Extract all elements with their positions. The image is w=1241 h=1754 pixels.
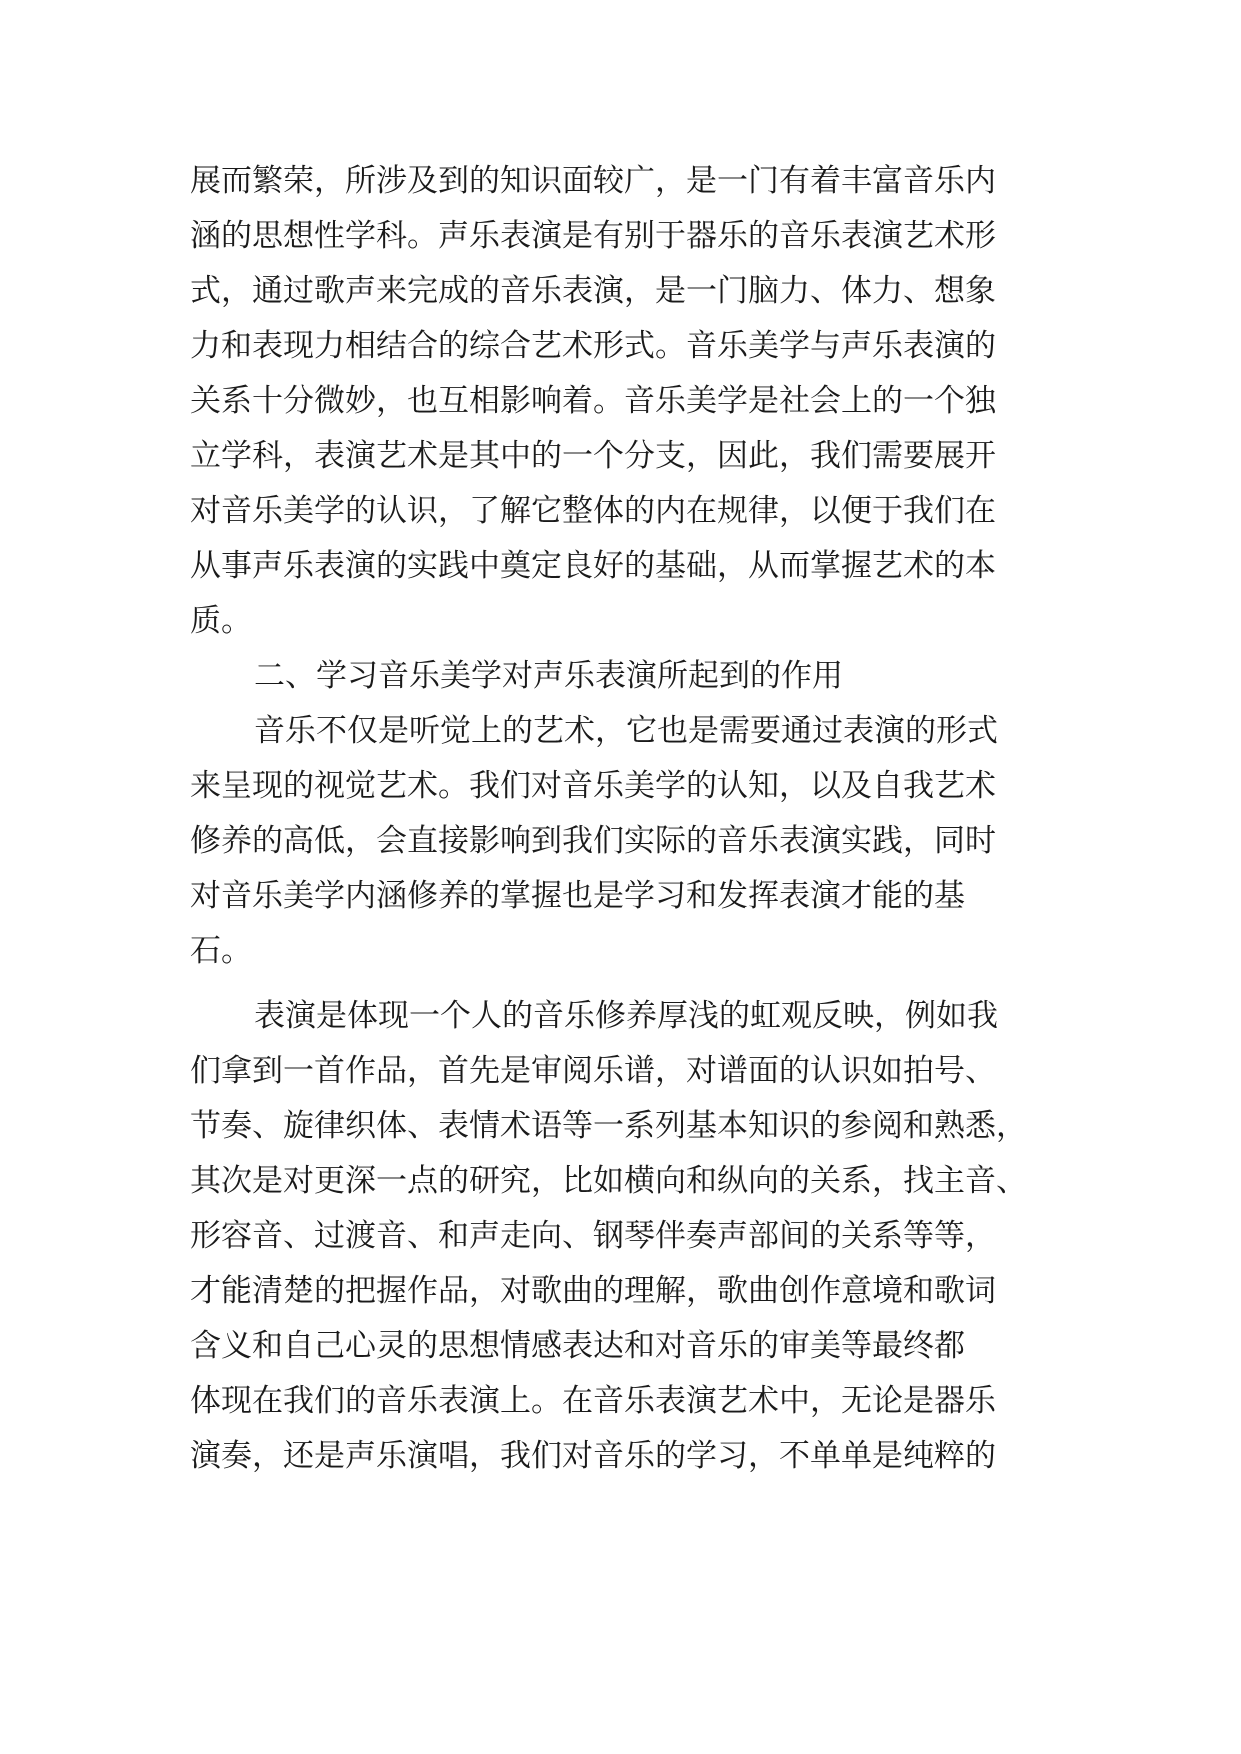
text-line: 体现在我们的音乐表演上。在音乐表演艺术中，无论是器乐 — [190, 1383, 996, 1419]
text-line: 节奏、旋律织体、表情术语等一系列基本知识的参阅和熟悉， — [190, 1108, 1027, 1144]
text-line: 才能清楚的把握作品，对歌曲的理解，歌曲创作意境和歌词 — [190, 1273, 996, 1309]
text-line: 从事声乐表演的实践中奠定良好的基础，从而掌握艺术的本 — [190, 548, 996, 584]
text-line: 对音乐美学的认识，了解它整体的内在规律，以便于我们在 — [190, 493, 996, 529]
text-line: 演奏，还是声乐演唱，我们对音乐的学习，不单单是纯粹的 — [190, 1438, 996, 1474]
text-line: 力和表现力相结合的综合艺术形式。音乐美学与声乐表演的 — [190, 328, 996, 364]
text-line: 对音乐美学内涵修养的掌握也是学习和发挥表演才能的基 — [190, 878, 965, 914]
text-line: 涵的思想性学科。声乐表演是有别于器乐的音乐表演艺术形 — [190, 218, 996, 254]
text-line: 其次是对更深一点的研究，比如横向和纵向的关系，找主音、 — [190, 1163, 1027, 1199]
text-line: 石。 — [190, 933, 252, 969]
text-line: 立学科，表演艺术是其中的一个分支，因此，我们需要展开 — [190, 438, 996, 474]
text-line: 形容音、过渡音、和声走向、钢琴伴奏声部间的关系等等， — [190, 1218, 996, 1254]
text-line: 关系十分微妙，也互相影响着。音乐美学是社会上的一个独 — [190, 383, 996, 419]
text-line: 表演是体现一个人的音乐修养厚浅的虹观反映，例如我 — [254, 998, 998, 1034]
text-line: 音乐不仅是听觉上的艺术，它也是需要通过表演的形式 — [254, 713, 998, 749]
text-line: 质。 — [190, 603, 252, 639]
text-line: 展而繁荣，所涉及到的知识面较广，是一门有着丰富音乐内 — [190, 163, 996, 199]
text-line: 含义和自己心灵的思想情感表达和对音乐的审美等最终都 — [190, 1328, 965, 1364]
text-line: 修养的高低，会直接影响到我们实际的音乐表演实践，同时 — [190, 823, 996, 859]
text-line: 们拿到一首作品，首先是审阅乐谱，对谱面的认识如拍号、 — [190, 1053, 996, 1089]
text-line: 式，通过歌声来完成的音乐表演，是一门脑力、体力、想象 — [190, 273, 996, 309]
text-line: 来呈现的视觉艺术。我们对音乐美学的认知，以及自我艺术 — [190, 768, 996, 804]
section-heading: 二、学习音乐美学对声乐表演所起到的作用 — [254, 658, 843, 694]
